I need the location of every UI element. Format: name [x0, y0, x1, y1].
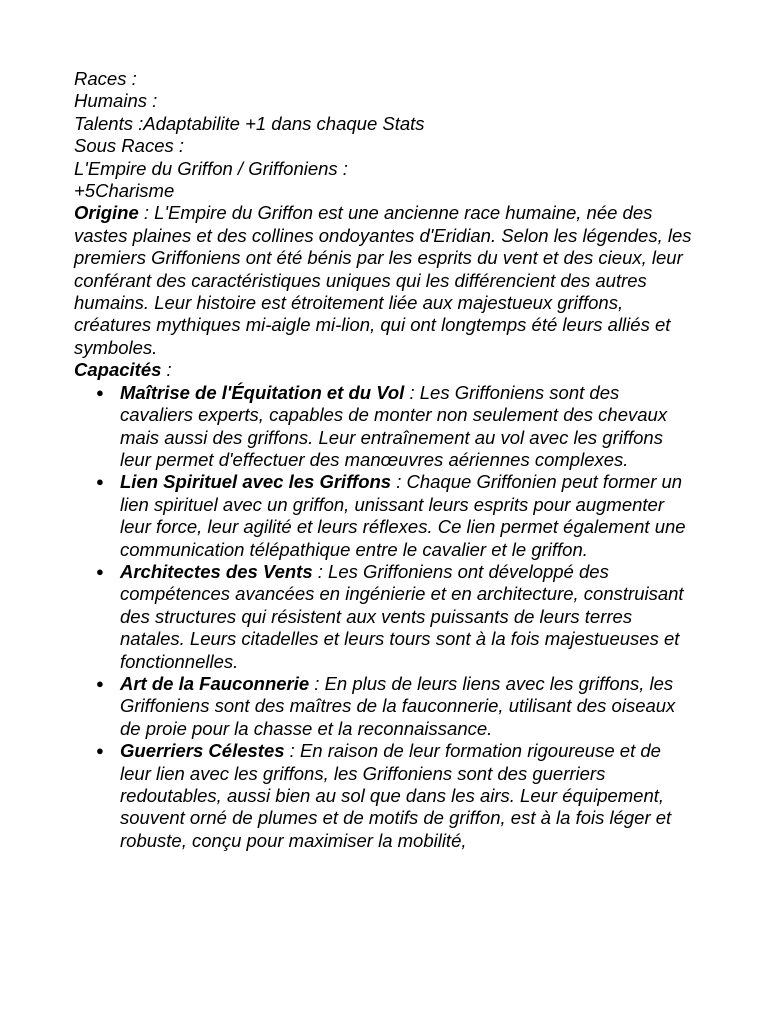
capacity-text: : Les Griffoniens sont des cavaliers experts, capables de monter non seulement des chevaux mais aussi des griffons. Leur entraînement au vol avec les griffons leur permet d'effectuer des manœuvres aériennes complexes.	[120, 381, 668, 470]
capacity-title: Architectes des Vents	[120, 560, 313, 582]
origin-paragraph	[74, 202, 694, 359]
capacity-text: : En raison de leur formation rigoureuse et de leur lien avec les griffons, les Griffoniens sont des guerriers redoutables, aussi bien au sol que dans les airs. Leur équipement, souvent orné de plumes et de motifs de griffon, est à la fois léger et robuste, conçu pour maximiser la mobilité,	[120, 740, 672, 851]
list-item	[74, 471, 694, 561]
bullet-icon: ●	[96, 743, 104, 759]
header-line-races: Races :	[74, 68, 137, 89]
list-item	[74, 561, 694, 673]
header-line-charisme: +5Charisme	[74, 180, 175, 202]
capacity-title: Maîtrise de l'Équitation et du Vol	[120, 381, 405, 403]
document-page	[74, 68, 704, 852]
capacity-title: Lien Spirituel avec les Griffons	[120, 471, 392, 493]
capacity-text: : Les Griffoniens ont développé des compétences avancées en ingénierie et en architecture, construisant des structures qui résistent aux vents puissants de leurs terres natales. Leurs citadelles et leurs tours sont à la fois majestueuses et fonctionnelles.	[120, 560, 684, 672]
bullet-icon: ●	[96, 563, 104, 579]
capacity-text: : En plus de leurs liens avec les griffons, les Griffoniens sont des maîtres de la fauconnerie, utilisant des oiseaux de proie pour la chasse et la reconnaissance.	[120, 672, 676, 739]
header-line-talents: Talents :Adaptabilite +1 dans chaque Stats	[74, 112, 425, 134]
capacity-title: Guerriers Célestes	[120, 740, 285, 762]
capacities-list	[74, 382, 704, 853]
capacity-title: Art de la Fauconnerie	[120, 672, 310, 694]
bullet-icon: ●	[96, 675, 104, 691]
origin-text: : L'Empire du Griffon est une ancienne race humaine, née des vastes plaines et des collines ondoyantes d'Eridian. Selon les légendes, les premiers Griffoniens ont été bénis par les esprits du vent et des cieux, leur conférant des caractéristiques uniques qui les différencient des autres humains. Leur histoire est étroitement liée aux majestueux griffons, créatures mythiques mi-aigle mi-lion, qui ont longtemps été leurs alliés et symboles.	[74, 202, 692, 358]
header-line-humains: Humains :	[74, 90, 158, 112]
capacities-suffix: :	[161, 359, 172, 381]
capacities-heading	[74, 359, 704, 381]
origin-label: Origine	[74, 202, 139, 224]
header-line-empire: L'Empire du Griffon / Griffoniens :	[74, 157, 348, 179]
bullet-icon: ●	[96, 474, 104, 490]
header-line-sous-races: Sous Races :	[74, 135, 185, 157]
list-item	[74, 673, 694, 740]
list-item	[74, 382, 694, 472]
bullet-icon: ●	[96, 384, 104, 400]
capacities-label: Capacités	[74, 359, 162, 381]
capacity-text: : Chaque Griffonien peut former un lien spirituel avec un griffon, unissant leurs esprits pour augmenter leur force, leur agilité et leurs réflexes. Ce lien permet également une communication télépathique entre le cavalier et le griffon.	[120, 471, 686, 560]
list-item	[74, 740, 694, 852]
